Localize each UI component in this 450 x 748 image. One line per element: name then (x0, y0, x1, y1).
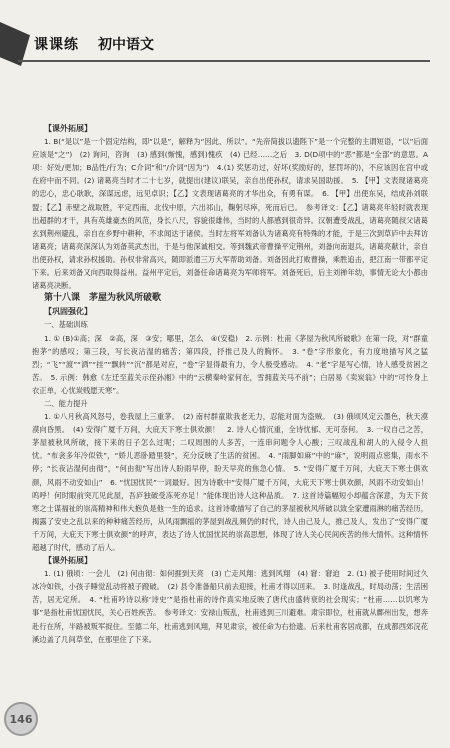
header-rule (18, 60, 430, 62)
answer-paragraph: 1. ① (B)①高；深 ②高，深 ③安；哪里，怎么 ④(安稳) 2. 示例：杜甫《茅屋为秋风所破歌》在第一段，对“群童抱茅”的感叹；第三段，写长夜沾湿的痛苦；第四段，抒推己及人的胸怀。 3. “卷”字形象化，有力度地描写风之猛烈；“飞”“渡”“洒”“挂”“飘转”“沉”都是对应，“卷”字显得最有力，令人极受感动。 4. “老”字是写心情，诗人感受贫困之苦。 5. 示例：韩愈《左迁至蓝关示侄孙湘》中的“云横秦岭家何在，雪拥蓝关马不前”；白居易《卖炭翁》中的“可怜身上衣正单，心忧炭贱愿天寒”。 (32, 333, 428, 395)
series-title: 课课练 (34, 37, 79, 53)
page-number: 146 (9, 713, 33, 726)
answer-content (32, 122, 428, 646)
answer-paragraph: 1. (1) 俄顷：一会儿 (2) 何由彻：如何捱到天亮 (3) 亡走风翔：逃到风翔 (4) 窘：窘迫 2. (1) 被子使用时间过久冰冷如铁，小孩子睡觉乱动将被子蹬破。 (2) 县令准备船只前去迎接，杜甫才得以回来。 3. 时逢战乱，时局动荡；生活困苦，居无定所。 4. “杜甫吟诗以称‘诗史’”是指杜甫的诗作真实地反映了唐代由盛转衰的社会现实；“杜甫……以饥寒为事”是指杜甫忧国忧民，关心百姓疾苦。 参考译文：安禄山叛乱，杜甫逃到三川避难。肃宗即位，杜甫就从鄜州出发，想奔赴行在所，半路被叛军捉住。至德二年，杜甫逃到风翔，拜见肃宗，被任命为右拾遗。后来杜甫客居成都，在成都西郊浣花溪边盖了几间草堂，在那里住了下来。 (32, 569, 428, 644)
subject-title: 初中语文 (98, 37, 154, 53)
section-heading: 【课外拓展】 (44, 556, 92, 566)
answer-paragraph: 1. ①八月秋高风怒号，卷我屋上三重茅。 (2) 南村群童欺我老无力，忍能对面为盗贼。 (3) 俄顷风定云墨色，秋天漠漠向昏黑。 (4) 安得广厦千万间，大庇天下寒士俱欢颜！ 2. 诗人心情沉重，全诗忧郁、无可奈何。 3. 一叹自己之苦，茅屋被秋风所破，接下来的日子怎么过呢；二叹周围的人多苦，一连串问题令人心酸；三叹战乱和胡人的入侵令人担忧。“布衾多年冷似铁”，“娇儿恶卧踏里裂”，充分反映了生活的贫困。 4. “雨脚如麻”中的“麻”，说明雨点密集，雨水不停；“长夜沾湿何由彻”，“何由彻”写出诗人盼雨早停，盼天早亮的焦急心情。 5. “安得广厦千万间，大庇天下寒士俱欢颜，风雨不动安如山” 6. “忧国忧民”一词最好。因为诗歌中“安得广厦千万间，大庇天下寒士俱欢颜，风雨不动安如山！呜呼！何时眼前突兀见此屋，吾庐独破受冻死亦足！”能体现出诗人这种品质。 7. 这首诗篇幅短小却蕴含深意，为天下贫寒之士谋福祉的崇高精神和伟大抱负是他一生的追求。这首诗歌描写了自己的茅屋被秋风所破以致全家遭雨淋的痛苦经历，揭露了安史之乱以来的种种痛苦经历，从风雨飘摇的茅屋到战乱频仍的时代，诗人由己及人，推己及人，发出了“安得广厦千万间，大庇天下寒士俱欢颜”的呼声，表达了诗人忧国忧民的崇高思想，体现了诗人关心民间疾苦的伟大情怀。这种情怀超越了时代，感动了后人。 (32, 412, 428, 552)
page-number-badge (4, 702, 38, 736)
page-header (0, 0, 450, 66)
lesson-title: 第十八课 茅屋为秋风所破歌 (44, 293, 162, 304)
subsection-heading: 二、能力提升 (44, 398, 88, 408)
subsection-heading: 一、基础训练 (44, 320, 88, 330)
section-heading: 【巩固强化】 (44, 307, 92, 317)
section-heading: 【课外拓展】 (44, 124, 92, 133)
answer-paragraph: 1. B(“是以”是一个固定结构，即“以是”，解释为“因此、所以”。“先帝简拔以遗陛下”是一个完整的主谓短语，“以”后面应该是“之”) (2) 询问，咨询 (3) 感到(惭愧，感到)愧疚 (4) 已经……之后 3. D(D项中的“恶”都是“全部”的意思。A 项：好处/更加；B品性/行为；C介词“和”/介词“因为”) 4.(1) 奖惩功过，好坏(奖励好的，惩罚坏的)，不应该因在宫中或在府中而不同。(2) 诸葛亮当时才二十七岁，就提出(建议)联吴，亲自出使孙权，请求吴国助援。 5. 【甲】文表现诸葛亮的忠心，忠心耿耿，深谋远虑，远见卓识；【乙】文表现诸葛亮的才华出众，有勇有谋。 6. 【甲】出使东吴，结成孙刘联盟；【乙】赤壁之战取胜，平定西南，北伐中原，六出祁山，鞠躬尽瘁，死而后已。 参考译文：【乙】诸葛亮年轻时就表现出超群的才干，具有英雄豪杰的风范，身长八尺，容貌很雄伟，当时的人都感到很奇异。汉朝遭受战乱，诸葛亮随叔父诸葛玄到荆州避乱，亲自在乡野中耕种，不求闻达于诸侯。当时左将军刘备认为诸葛亮有特殊的才能，于是三次到草庐中去拜访诸葛亮；诸葛亮深深认为刘备英武杰出，于是与他深诚相交。等到魏武帝曹操平定荆州，刘备向南退兵，诸葛亮献计，亲自出使孙权，请求孙权援助。孙权非常高兴，随即派遣三万大军帮助刘备。刘备因此打败曹操，乘胜追击，把江南一带都平定下来。后来刘备又向西取得益州。益州平定后，刘备任命诸葛亮为军师将军。刘备死后，后主刘禅年幼，事情无论大小都由诸葛亮决断。 (32, 137, 428, 291)
